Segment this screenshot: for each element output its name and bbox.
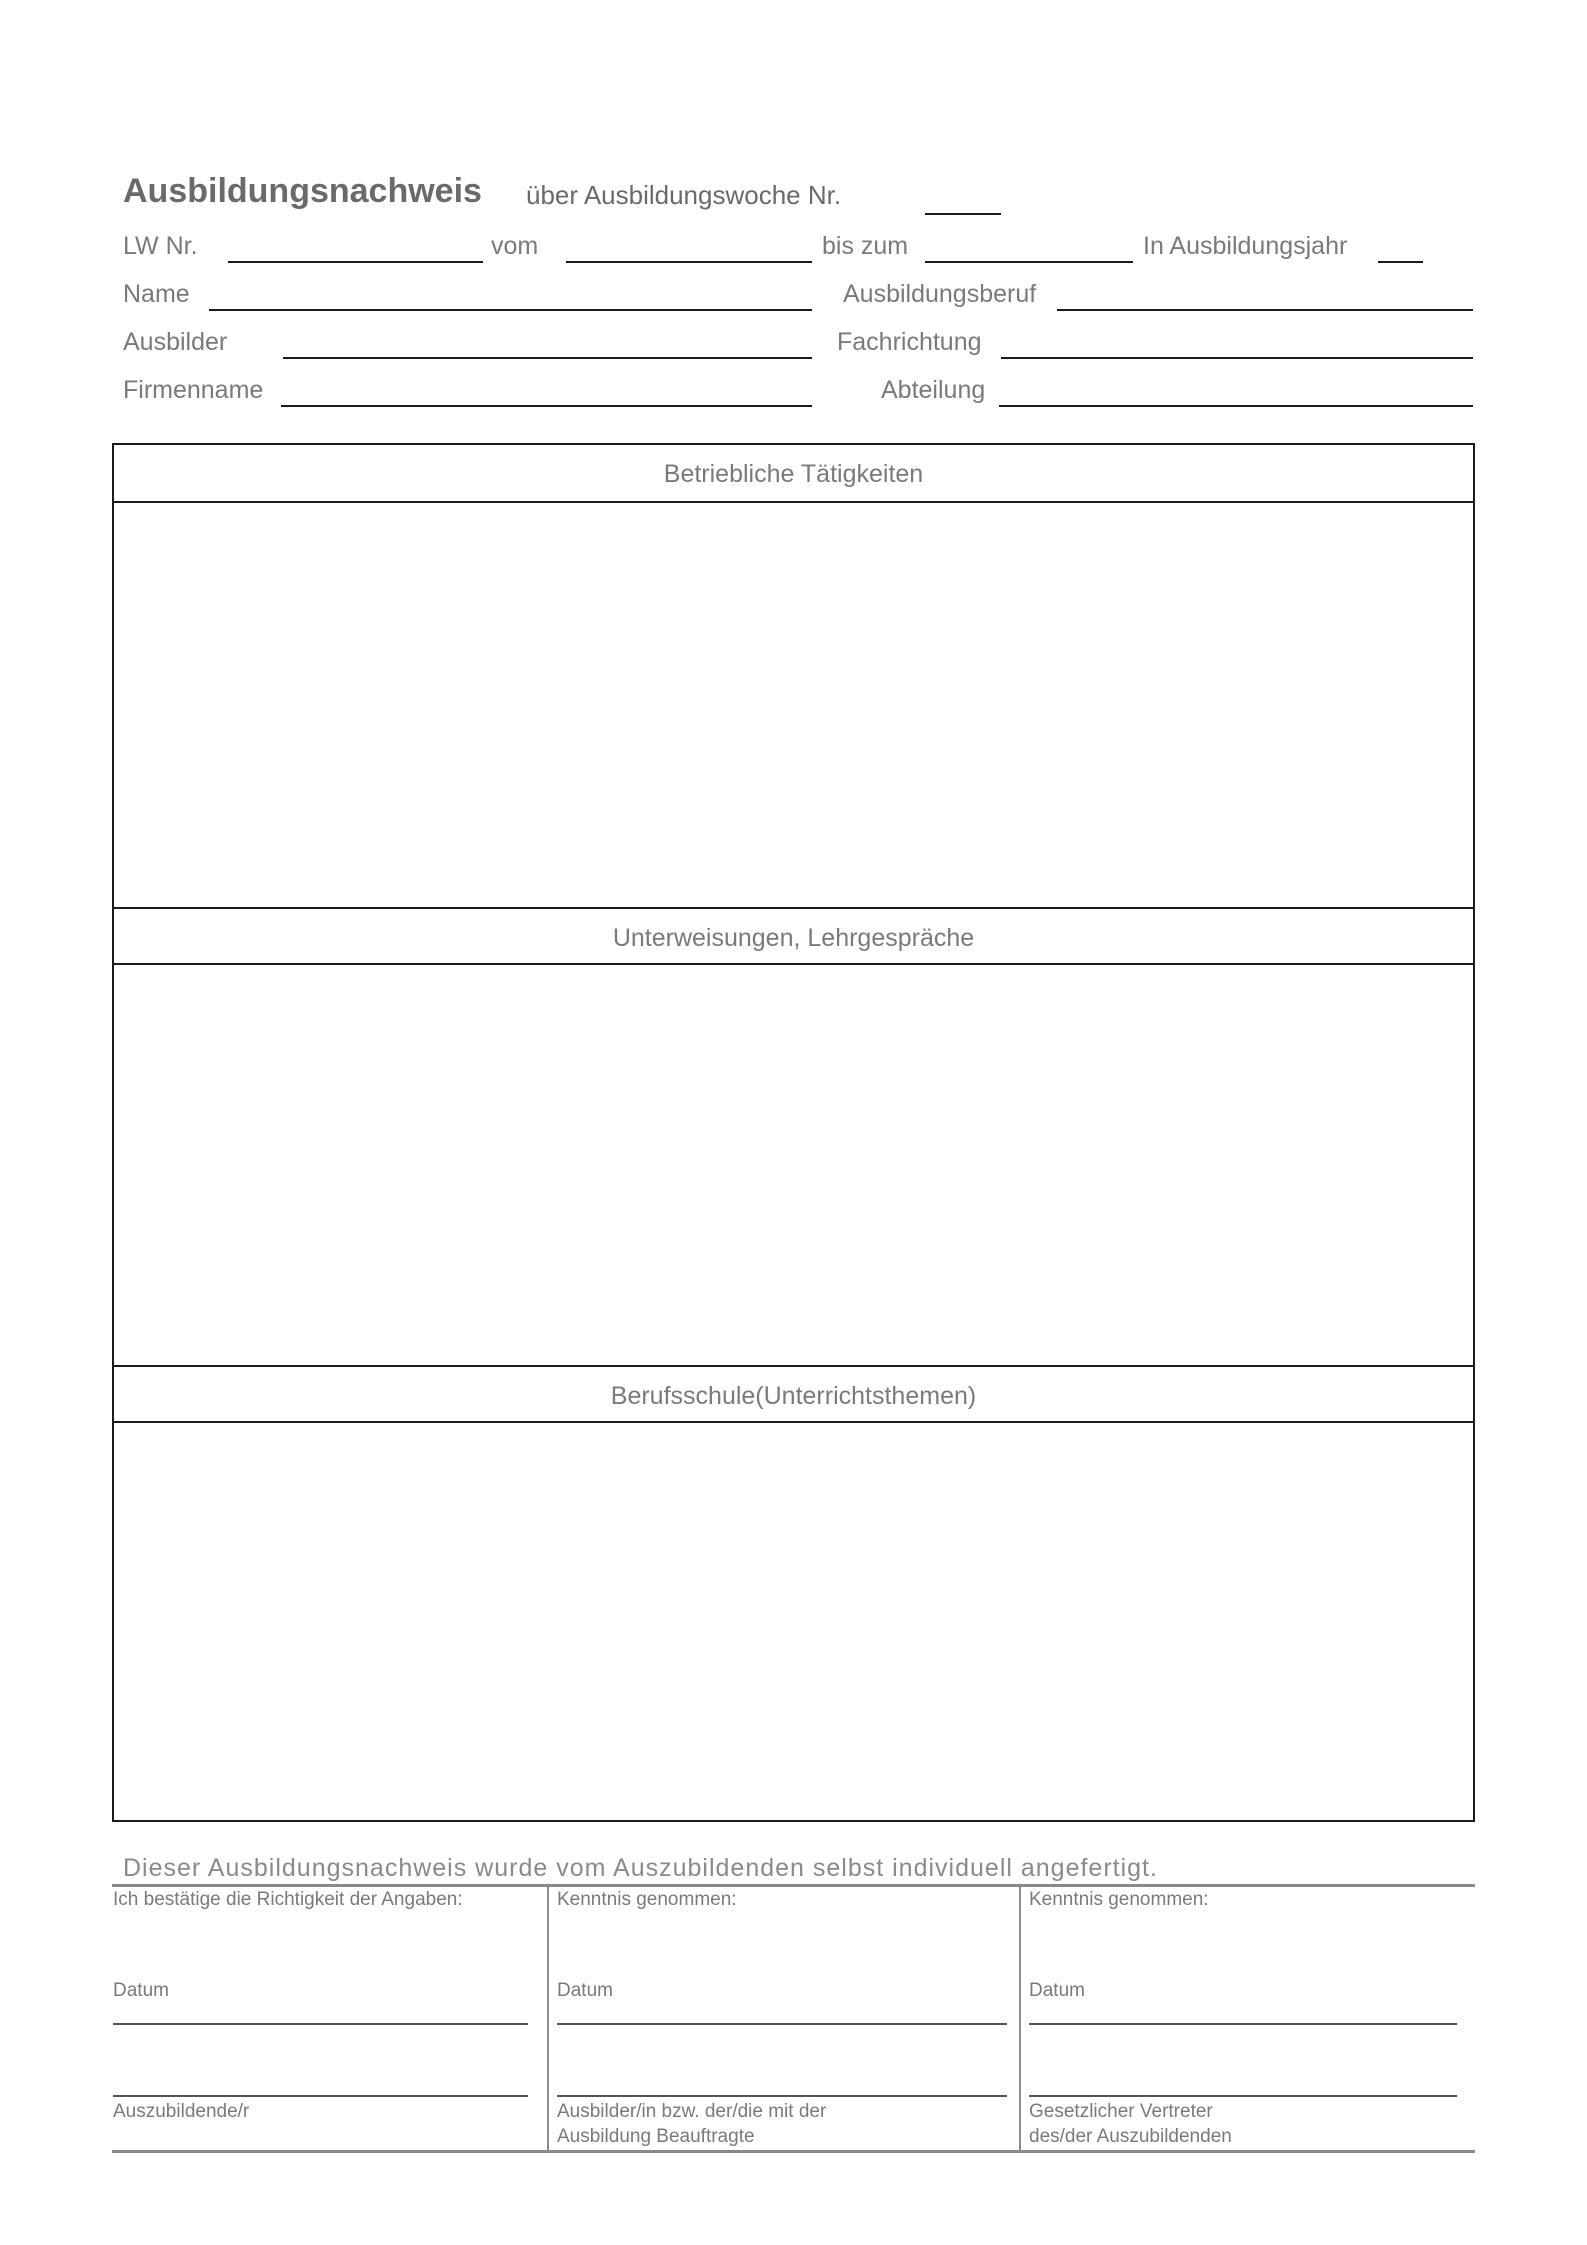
signature-role-ausbilder-line1: Ausbilder/in bzw. der/die mit der: [557, 2101, 827, 2122]
activity-table: [112, 443, 1475, 1822]
lw-nr-label: LW Nr.: [123, 232, 198, 260]
section-content-betriebliche[interactable]: [114, 503, 1473, 907]
section-content-berufsschule[interactable]: [114, 1423, 1473, 1818]
signature-sign-line-ausbilder[interactable]: [557, 2095, 1007, 2097]
signature-datum-ausbilder: Datum: [557, 1980, 613, 2001]
signature-role-vertreter-line1: Gesetzlicher Vertreter: [1029, 2101, 1213, 2122]
vom-field[interactable]: [566, 261, 812, 263]
form-title: Ausbildungsnachweis: [123, 172, 482, 210]
signature-role-azubi: Auszubildende/r: [113, 2101, 250, 2122]
name-field[interactable]: [209, 309, 812, 311]
ausbilder-field[interactable]: [283, 357, 812, 359]
ausbildungsjahr-label: In Ausbildungsjahr: [1143, 232, 1348, 260]
fachrichtung-field[interactable]: [1001, 357, 1473, 359]
ausbildungsberuf-label: Ausbildungsberuf: [843, 280, 1037, 308]
fachrichtung-label: Fachrichtung: [837, 328, 982, 356]
lw-nr-field[interactable]: [228, 261, 483, 263]
vom-label: vom: [491, 232, 539, 260]
section-header-betriebliche: Betriebliche Tätigkeiten: [114, 445, 1473, 503]
firmenname-field[interactable]: [281, 405, 812, 407]
firmenname-label: Firmenname: [123, 376, 264, 404]
signature-role-ausbilder-line2: Ausbildung Beauftragte: [557, 2126, 755, 2147]
signature-datum-vertreter: Datum: [1029, 1980, 1085, 2001]
signature-role-vertreter-line2: des/der Auszubildenden: [1029, 2126, 1232, 2147]
signature-date-line-azubi[interactable]: [113, 2023, 528, 2025]
section-header-unterweisungen: Unterweisungen, Lehrgespräche: [114, 907, 1473, 965]
bis-zum-field[interactable]: [925, 261, 1133, 263]
ausbildungsjahr-field[interactable]: [1378, 261, 1423, 263]
ausbildungsberuf-field[interactable]: [1057, 309, 1473, 311]
signature-divider-2: [1019, 1886, 1021, 2150]
abteilung-label: Abteilung: [881, 376, 986, 404]
signature-date-line-vertreter[interactable]: [1029, 2023, 1457, 2025]
bis-zum-label: bis zum: [822, 232, 909, 260]
signature-sign-line-azubi[interactable]: [113, 2095, 528, 2097]
signature-date-line-ausbilder[interactable]: [557, 2023, 1007, 2025]
signature-datum-azubi: Datum: [113, 1980, 169, 2001]
week-number-field[interactable]: [925, 213, 1001, 215]
form-subtitle: über Ausbildungswoche Nr.: [526, 180, 842, 210]
signature-bottom-rule: [112, 2150, 1475, 2153]
signature-heading-azubi: Ich bestätige die Richtigkeit der Angaben:: [113, 1889, 463, 1910]
section-content-unterweisungen[interactable]: [114, 965, 1473, 1365]
section-header-berufsschule: Berufsschule(Unterrichtsthemen): [114, 1365, 1473, 1423]
signature-divider-1: [547, 1886, 549, 2150]
signature-heading-vertreter: Kenntnis genommen:: [1029, 1889, 1209, 1910]
signature-heading-ausbilder: Kenntnis genommen:: [557, 1889, 737, 1910]
self-made-note: Dieser Ausbildungsnachweis wurde vom Auszubildenden selbst individuell angefertigt.: [123, 1854, 1158, 1882]
abteilung-field[interactable]: [999, 405, 1473, 407]
signature-sign-line-vertreter[interactable]: [1029, 2095, 1457, 2097]
name-label: Name: [123, 280, 190, 308]
ausbilder-label: Ausbilder: [123, 328, 228, 356]
